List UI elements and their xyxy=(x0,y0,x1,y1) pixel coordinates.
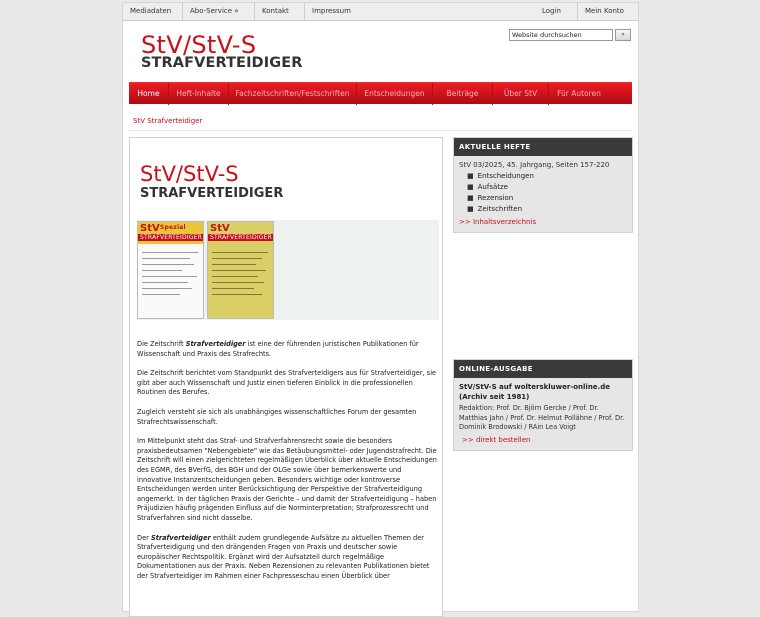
search-button[interactable]: » xyxy=(615,29,631,41)
journal-logo-sub: STRAFVERTEIDIGER xyxy=(140,186,284,201)
cover-spezial-image xyxy=(137,221,204,319)
page-container xyxy=(122,2,639,612)
main-nav xyxy=(129,82,632,104)
site-logo-sub[interactable]: STRAFVERTEIDIGER xyxy=(141,55,303,71)
search-input[interactable] xyxy=(509,29,613,41)
order-link[interactable]: >> direkt bestellen xyxy=(462,435,531,444)
site-logo-main[interactable]: StV/StV-S xyxy=(141,31,257,59)
editorial-info: Redaktion: Prof. Dr. Björn Gercke / Prof. Dr. Matthias Jahn / Prof. Dr. Helmut Pollähne / Prof. Dr. Dominik Brodowski / RAin Lea Voigt xyxy=(459,404,625,432)
issue-section-item[interactable]: ■ Aufsätze xyxy=(467,183,508,191)
link-mein-konto[interactable]: Mein Konto xyxy=(577,3,631,20)
nav-home[interactable]: Home xyxy=(129,83,169,105)
cover-spezial-title: StV xyxy=(140,223,160,234)
cover-regular-image xyxy=(207,221,274,319)
issue-section-item[interactable]: ■ Zeitschriften xyxy=(467,205,523,213)
intro-text xyxy=(137,340,437,591)
issue-info: StV 03/2025, 45. Jahrgang, Seiten 157-220 xyxy=(459,161,610,169)
utility-bar xyxy=(123,3,638,21)
paragraph: Zugleich versteht sie sich als unabhängiges wissenschaftliches Forum der gesamten Strafrechtswissenschaft. xyxy=(137,407,417,426)
nav-heft-inhalte[interactable]: Heft-Inhalte xyxy=(169,83,229,105)
divider xyxy=(129,130,632,131)
issue-sections-list xyxy=(454,171,632,215)
bullet-icon: ■ xyxy=(467,183,474,191)
paragraph: Der Strafverteidiger enthält zudem grundlegende Aufsätze zu aktuellen Themen der Strafverteidigung und den drängenden Fragen von Praxis und deutscher sowie europäischer Rechtspolitik. Ergänzt wird der Aufsatzteil durch regelmäßige Dokumentationen aus der Praxis. Neben Rezensionen zu relevanten Publikationen bietet der Strafverteidiger im Rahmen einer Fachpresseschau einen Überblick über xyxy=(137,533,430,580)
nav-entscheidungen[interactable]: Entscheidungen xyxy=(357,83,433,105)
breadcrumb[interactable]: StV Strafverteidiger xyxy=(133,117,203,125)
cover-spezial-subtitle: STRAFVERTEIDIGER xyxy=(140,234,203,241)
journal-logo-image xyxy=(138,161,284,211)
cover-images xyxy=(137,220,439,320)
cover-regular-title: StV xyxy=(210,223,230,234)
nav-fachzeitschriften[interactable]: Fachzeitschriften/Festschriften xyxy=(229,83,357,105)
nav-fuer-autoren[interactable]: Für Autoren xyxy=(557,89,601,98)
bullet-icon: ■ xyxy=(467,194,474,202)
online-edition-heading: ONLINE-AUSGABE xyxy=(454,360,632,378)
cover-regular-subtitle: STRAFVERTEIDIGER xyxy=(210,234,273,241)
journal-logo-main: StV/StV-S xyxy=(140,162,239,186)
cover-spezial-badge: Spezial xyxy=(160,224,186,231)
paragraph: Die Zeitschrift berichtet vom Standpunkt des Strafverteidigers aus für Strafverteidiger, sie gibt aber auch Wissenschaft und Justiz einen tieferen Einblick in die professionellen Routinen des Berufes. xyxy=(137,369,437,397)
paragraph: Im Mittelpunkt steht das Straf- und Strafverfahrensrecht sowie die besonders praxisbedeutsamen "Nebengebiete" wie das Betäubungsmittel- oder Jugendstrafrecht. Die Zeitschrift will einen zielgerichteten regelmäßigen Überblick über aktuelle Entscheidungen des EGMR, des BVerfG, des BGH und der OLGe sowie über bemerkenswerte und innovative Instanzentscheidungen geben. Besonders wichtige oder kontroverse Entscheidungen werden unter Berücksichtigung der Perspektive der Strafverteidigung angemerkt. In der täglichen Praxis der Gerichte – und damit der Strafverteidigung – haben Präjudizien häufig prägenden Einfluss auf die Norminterpretation; Strafprozessrecht und Strafverfahren sind nicht dasselbe. xyxy=(137,437,437,522)
bullet-icon: ■ xyxy=(467,205,474,213)
toc-link[interactable]: >> Inhaltsverzeichnis xyxy=(459,218,537,226)
main-content xyxy=(129,137,443,617)
current-issues-box xyxy=(453,137,633,233)
paragraph: Die Zeitschrift Strafverteidiger ist eine der führenden juristischen Publikationen für Wissenschaft und Praxis des Strafrechts. xyxy=(137,340,419,358)
issue-section-item[interactable]: ■ Entscheidungen xyxy=(467,172,534,180)
link-mediadaten[interactable]: Mediadaten xyxy=(123,3,183,20)
nav-beitraege[interactable]: Beiträge xyxy=(433,83,493,105)
online-edition-headline[interactable]: StV/StV-S auf wolterskluwer-online.de (Archiv seit 1981) xyxy=(459,383,610,401)
link-login[interactable]: Login xyxy=(542,7,561,15)
current-issues-heading: AKTUELLE HEFTE xyxy=(454,138,632,156)
nav-ueber-stv[interactable]: Über StV xyxy=(493,83,549,105)
link-abo-service[interactable]: Abo-Service » xyxy=(183,3,255,20)
online-edition-box xyxy=(453,359,633,451)
link-impressum[interactable]: Impressum xyxy=(312,7,351,15)
issue-section-item[interactable]: ■ Rezension xyxy=(467,194,514,202)
bullet-icon: ■ xyxy=(467,172,474,180)
link-kontakt[interactable]: Kontakt xyxy=(255,3,305,20)
